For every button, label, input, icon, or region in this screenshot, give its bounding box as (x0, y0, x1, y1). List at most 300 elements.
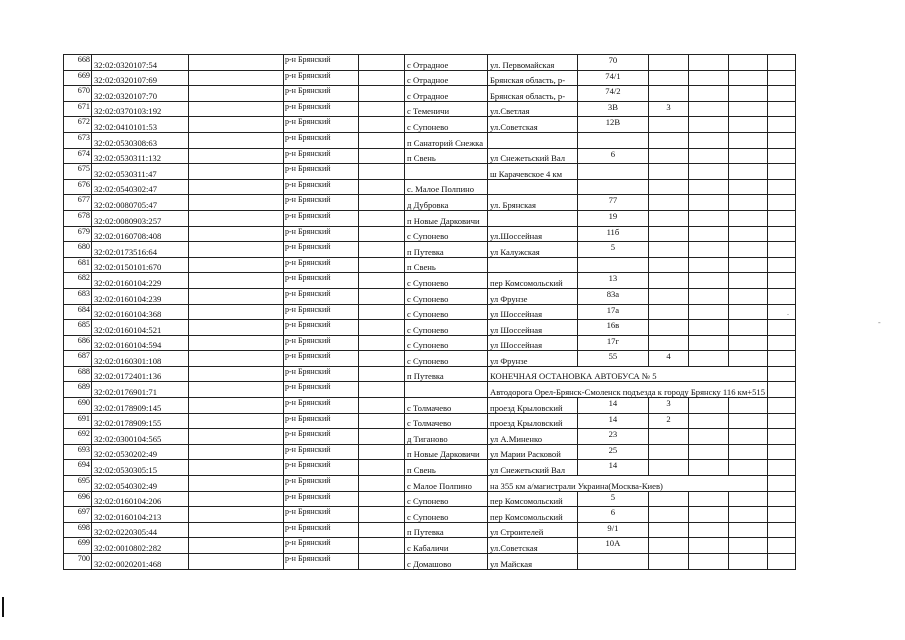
building-number (649, 117, 689, 133)
records-table (63, 54, 796, 570)
empty-cell (189, 554, 284, 570)
empty-cell (189, 366, 284, 382)
empty-cell (189, 507, 284, 523)
empty-cell (359, 429, 405, 445)
cadastral-number: 32:02:0320107:70 (92, 86, 189, 102)
row-number: 683 (64, 288, 92, 304)
district: р-н Брянский (284, 288, 359, 304)
street-address: Автодорога Орел-Брянск-Смоленск подъезда к городу Брянску 116 км+515 (488, 382, 768, 398)
locality: п Новые Дарковичи (405, 210, 488, 226)
locality: п Путевка (405, 522, 488, 538)
house-number: 25 (577, 444, 648, 460)
empty-cell (359, 86, 405, 102)
empty-cell (189, 101, 284, 117)
empty-cell (689, 132, 729, 148)
district: р-н Брянский (284, 335, 359, 351)
empty-cell (689, 210, 729, 226)
street: ул.Советская (488, 117, 578, 133)
empty-cell (729, 70, 768, 86)
empty-cell (189, 257, 284, 273)
district: р-н Брянский (284, 117, 359, 133)
district: р-н Брянский (284, 195, 359, 211)
locality: с Супонево (405, 226, 488, 242)
house-number: 13 (577, 273, 648, 289)
table-row (64, 55, 796, 71)
empty-cell (689, 460, 729, 476)
district: р-н Брянский (284, 257, 359, 273)
locality: д Дубровка (405, 195, 488, 211)
locality: с. Малое Полпино (405, 179, 488, 195)
empty-cell (189, 273, 284, 289)
row-number: 699 (64, 538, 92, 554)
empty-cell (729, 460, 768, 476)
building-number (649, 242, 689, 258)
empty-cell (768, 476, 796, 492)
locality: д Тиганово (405, 429, 488, 445)
empty-cell (689, 226, 729, 242)
empty-cell (189, 335, 284, 351)
empty-cell (768, 242, 796, 258)
row-number: 682 (64, 273, 92, 289)
table-row (64, 538, 796, 554)
house-number: 77 (577, 195, 648, 211)
building-number (649, 522, 689, 538)
row-number: 692 (64, 429, 92, 445)
row-number: 698 (64, 522, 92, 538)
cadastral-number: 32:02:0020201:468 (92, 554, 189, 570)
cadastral-number: 32:02:0160104:594 (92, 335, 189, 351)
empty-cell (359, 491, 405, 507)
cadastral-number: 32:02:0160301:108 (92, 351, 189, 367)
house-number: 3В (577, 101, 648, 117)
street (488, 257, 578, 273)
empty-cell (359, 522, 405, 538)
empty-cell (729, 351, 768, 367)
empty-cell (359, 226, 405, 242)
house-number: 19 (577, 210, 648, 226)
empty-cell (768, 117, 796, 133)
empty-cell (189, 195, 284, 211)
row-number: 672 (64, 117, 92, 133)
empty-cell (689, 538, 729, 554)
empty-cell (359, 538, 405, 554)
street-address: на 355 км а/магистрали Украина(Москва-Киев) (488, 476, 768, 492)
cadastral-number: 32:02:0160708:408 (92, 226, 189, 242)
table-row (64, 148, 796, 164)
table-row (64, 101, 796, 117)
empty-cell (689, 148, 729, 164)
street: ул Майская (488, 554, 578, 570)
empty-cell (189, 538, 284, 554)
cadastral-number: 32:02:0370103:192 (92, 101, 189, 117)
empty-cell (359, 195, 405, 211)
cadastral-number: 32:02:0320107:69 (92, 70, 189, 86)
district: р-н Брянский (284, 210, 359, 226)
table-row (64, 444, 796, 460)
locality: с Отрадное (405, 55, 488, 71)
street (488, 210, 578, 226)
locality (405, 382, 488, 398)
table-row (64, 320, 796, 336)
cadastral-number: 32:02:0410101:53 (92, 117, 189, 133)
district: р-н Брянский (284, 522, 359, 538)
street: ул. Первомайская (488, 55, 578, 71)
empty-cell (359, 335, 405, 351)
district: р-н Брянский (284, 132, 359, 148)
row-number: 689 (64, 382, 92, 398)
cadastral-number: 32:02:0540302:49 (92, 476, 189, 492)
empty-cell (768, 351, 796, 367)
empty-cell (729, 195, 768, 211)
empty-cell (729, 320, 768, 336)
table-row (64, 164, 796, 180)
house-number: 9/1 (577, 522, 648, 538)
empty-cell (359, 273, 405, 289)
district: р-н Брянский (284, 70, 359, 86)
empty-cell (729, 148, 768, 164)
locality: п Путевка (405, 366, 488, 382)
street-address: КОНЕЧНАЯ ОСТАНОВКА АВТОБУСА № 5 (488, 366, 768, 382)
locality: с Супонево (405, 273, 488, 289)
empty-cell (189, 86, 284, 102)
cadastral-number: 32:02:0178909:145 (92, 398, 189, 414)
locality: с Супонево (405, 351, 488, 367)
empty-cell (689, 179, 729, 195)
empty-cell (768, 210, 796, 226)
house-number: 23 (577, 429, 648, 445)
locality: с Супонево (405, 491, 488, 507)
cadastral-number: 32:02:0160104:368 (92, 304, 189, 320)
building-number (649, 179, 689, 195)
empty-cell (729, 55, 768, 71)
building-number (649, 148, 689, 164)
empty-cell (359, 164, 405, 180)
empty-cell (689, 491, 729, 507)
building-number (649, 429, 689, 445)
district: р-н Брянский (284, 226, 359, 242)
empty-cell (189, 70, 284, 86)
empty-cell (768, 101, 796, 117)
street (488, 132, 578, 148)
house-number (577, 554, 648, 570)
building-number (649, 288, 689, 304)
empty-cell (359, 101, 405, 117)
empty-cell (689, 242, 729, 258)
row-number: 676 (64, 179, 92, 195)
row-number: 680 (64, 242, 92, 258)
empty-cell (729, 398, 768, 414)
empty-cell (689, 351, 729, 367)
row-number: 691 (64, 413, 92, 429)
empty-cell (729, 444, 768, 460)
empty-cell (729, 429, 768, 445)
empty-cell (729, 335, 768, 351)
house-number: 5 (577, 242, 648, 258)
house-number (577, 164, 648, 180)
district: р-н Брянский (284, 164, 359, 180)
row-number: 671 (64, 101, 92, 117)
building-number: 2 (649, 413, 689, 429)
building-number (649, 335, 689, 351)
street: ул Фрунзе (488, 288, 578, 304)
house-number: 74/1 (577, 70, 648, 86)
empty-cell (689, 257, 729, 273)
street: ул Снежетьский Вал (488, 148, 578, 164)
row-number: 688 (64, 366, 92, 382)
row-number: 685 (64, 320, 92, 336)
table-row (64, 507, 796, 523)
house-number: 12В (577, 117, 648, 133)
district: р-н Брянский (284, 444, 359, 460)
empty-cell (729, 101, 768, 117)
empty-cell (689, 398, 729, 414)
row-number: 693 (64, 444, 92, 460)
district: р-н Брянский (284, 101, 359, 117)
table-row (64, 522, 796, 538)
house-number: 70 (577, 55, 648, 71)
table-row (64, 335, 796, 351)
empty-cell (359, 476, 405, 492)
cadastral-number: 32:02:0220305:44 (92, 522, 189, 538)
table-row (64, 476, 796, 492)
row-number: 700 (64, 554, 92, 570)
cadastral-number: 32:02:0080903:257 (92, 210, 189, 226)
street: пер Комсомольский (488, 507, 578, 523)
empty-cell (689, 413, 729, 429)
house-number: 5 (577, 491, 648, 507)
row-number: 674 (64, 148, 92, 164)
empty-cell (689, 273, 729, 289)
empty-cell (768, 491, 796, 507)
building-number (649, 273, 689, 289)
empty-cell (768, 132, 796, 148)
empty-cell (768, 257, 796, 273)
locality: с Кабаличи (405, 538, 488, 554)
row-number: 686 (64, 335, 92, 351)
table-row (64, 70, 796, 86)
building-number: 3 (649, 398, 689, 414)
building-number (649, 132, 689, 148)
empty-cell (689, 522, 729, 538)
empty-cell (359, 351, 405, 367)
empty-cell (189, 242, 284, 258)
empty-cell (359, 288, 405, 304)
empty-cell (689, 164, 729, 180)
table-row (64, 257, 796, 273)
district: р-н Брянский (284, 382, 359, 398)
street: пер Комсомольский (488, 273, 578, 289)
empty-cell (689, 70, 729, 86)
street: ул Калужская (488, 242, 578, 258)
empty-cell (729, 242, 768, 258)
house-number: 17а (577, 304, 648, 320)
table-row (64, 491, 796, 507)
table-row (64, 398, 796, 414)
district: р-н Брянский (284, 460, 359, 476)
house-number: 10А (577, 538, 648, 554)
street: ул Снежетьский Вал (488, 460, 578, 476)
empty-cell (689, 429, 729, 445)
cadastral-number: 32:02:0160104:213 (92, 507, 189, 523)
empty-cell (768, 429, 796, 445)
empty-cell (689, 444, 729, 460)
empty-cell (689, 507, 729, 523)
house-number: 14 (577, 460, 648, 476)
street: проезд Крыловский (488, 398, 578, 414)
empty-cell (729, 210, 768, 226)
empty-cell (689, 117, 729, 133)
house-number (577, 257, 648, 273)
empty-cell (729, 179, 768, 195)
empty-cell (768, 460, 796, 476)
empty-cell (189, 491, 284, 507)
locality: с Толмачево (405, 398, 488, 414)
row-number: 679 (64, 226, 92, 242)
locality: с Супонево (405, 288, 488, 304)
building-number: 4 (649, 351, 689, 367)
row-number: 675 (64, 164, 92, 180)
district: р-н Брянский (284, 304, 359, 320)
row-number: 690 (64, 398, 92, 414)
empty-cell (189, 413, 284, 429)
empty-cell (689, 304, 729, 320)
street: ул Марии Расковой (488, 444, 578, 460)
row-number: 695 (64, 476, 92, 492)
empty-cell (189, 226, 284, 242)
house-number: 14 (577, 398, 648, 414)
house-number: 6 (577, 507, 648, 523)
district: р-н Брянский (284, 476, 359, 492)
row-number: 669 (64, 70, 92, 86)
scan-speck: - (878, 318, 881, 327)
table-row (64, 288, 796, 304)
cadastral-number: 32:02:0150101:670 (92, 257, 189, 273)
district: р-н Брянский (284, 538, 359, 554)
district: р-н Брянский (284, 179, 359, 195)
street: ул Шоссейная (488, 320, 578, 336)
building-number (649, 195, 689, 211)
table-row (64, 554, 796, 570)
building-number (649, 226, 689, 242)
empty-cell (689, 55, 729, 71)
cadastral-number: 32:02:0320107:54 (92, 55, 189, 71)
cadastral-number: 32:02:0178909:155 (92, 413, 189, 429)
house-number: 16в (577, 320, 648, 336)
table-row (64, 132, 796, 148)
locality: с Теменичи (405, 101, 488, 117)
locality: п Санаторий Снежка (405, 132, 488, 148)
table-row (64, 460, 796, 476)
district: р-н Брянский (284, 351, 359, 367)
row-number: 670 (64, 86, 92, 102)
empty-cell (359, 70, 405, 86)
row-number: 684 (64, 304, 92, 320)
empty-cell (189, 132, 284, 148)
empty-cell (768, 304, 796, 320)
empty-cell (359, 148, 405, 164)
locality: с Отрадное (405, 70, 488, 86)
cadastral-number: 32:02:0160104:206 (92, 491, 189, 507)
building-number (649, 257, 689, 273)
street: проезд Крыловский (488, 413, 578, 429)
locality: с Супонево (405, 117, 488, 133)
empty-cell (359, 460, 405, 476)
empty-cell (768, 179, 796, 195)
empty-cell (189, 148, 284, 164)
district: р-н Брянский (284, 398, 359, 414)
table-row (64, 413, 796, 429)
empty-cell (768, 554, 796, 570)
empty-cell (768, 413, 796, 429)
empty-cell (189, 522, 284, 538)
empty-cell (768, 70, 796, 86)
empty-cell (359, 117, 405, 133)
empty-cell (189, 398, 284, 414)
district: р-н Брянский (284, 242, 359, 258)
empty-cell (729, 257, 768, 273)
street: Брянская область, р- (488, 70, 578, 86)
row-number: 696 (64, 491, 92, 507)
row-number: 668 (64, 55, 92, 71)
cadastral-number: 32:02:0530202:49 (92, 444, 189, 460)
table-row (64, 210, 796, 226)
street: ул Шоссейная (488, 304, 578, 320)
empty-cell (768, 366, 796, 382)
scan-speck: . (787, 308, 789, 317)
locality: п Путевка (405, 242, 488, 258)
empty-cell (689, 195, 729, 211)
district: р-н Брянский (284, 507, 359, 523)
empty-cell (189, 460, 284, 476)
empty-cell (768, 538, 796, 554)
cadastral-number: 32:02:0010802:282 (92, 538, 189, 554)
cadastral-number: 32:02:0300104:565 (92, 429, 189, 445)
table-row (64, 117, 796, 133)
house-number (577, 132, 648, 148)
empty-cell (768, 335, 796, 351)
locality (405, 164, 488, 180)
empty-cell (189, 351, 284, 367)
street: ш Карачевское 4 км (488, 164, 578, 180)
street: ул.Светлая (488, 101, 578, 117)
empty-cell (768, 382, 796, 398)
empty-cell (359, 398, 405, 414)
house-number: 14 (577, 413, 648, 429)
empty-cell (189, 210, 284, 226)
street: пер Комсомольский (488, 491, 578, 507)
empty-cell (359, 320, 405, 336)
empty-cell (729, 117, 768, 133)
row-number: 681 (64, 257, 92, 273)
empty-cell (189, 320, 284, 336)
locality: с Супонево (405, 304, 488, 320)
empty-cell (689, 335, 729, 351)
district: р-н Брянский (284, 273, 359, 289)
building-number (649, 55, 689, 71)
building-number (649, 320, 689, 336)
table-row (64, 382, 796, 398)
row-number: 687 (64, 351, 92, 367)
house-number: 11б (577, 226, 648, 242)
street: ул.Шоссейная (488, 226, 578, 242)
building-number (649, 507, 689, 523)
empty-cell (359, 413, 405, 429)
empty-cell (189, 429, 284, 445)
building-number: 3 (649, 101, 689, 117)
empty-cell (189, 55, 284, 71)
empty-cell (359, 382, 405, 398)
cadastral-number: 32:02:0540302:47 (92, 179, 189, 195)
